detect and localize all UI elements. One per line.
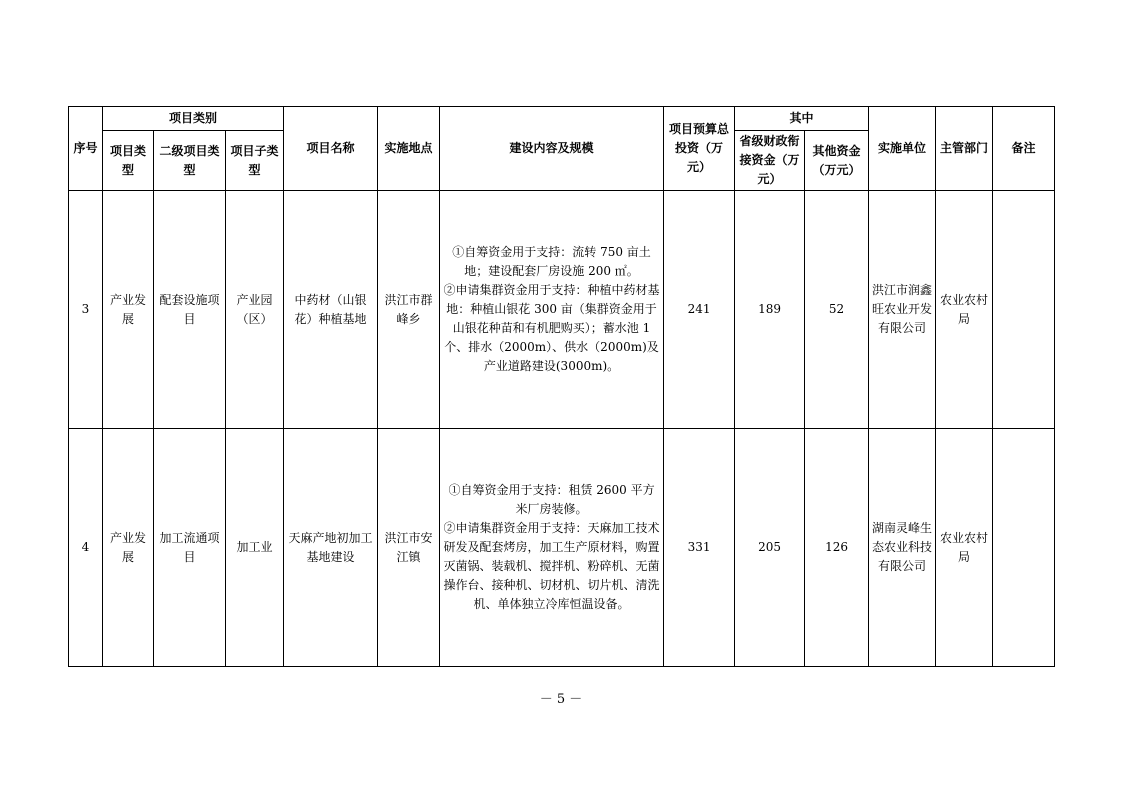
page-number: － 5 －	[539, 692, 583, 707]
cell-name: 中药材（山银花）种植基地	[284, 191, 378, 429]
cell-seq: 4	[69, 429, 103, 667]
table-row	[69, 429, 1055, 667]
header-category: 项目类别	[103, 107, 284, 131]
cell-dept: 农业农村局	[936, 429, 993, 667]
content-line: ②申请集群资金用于支持：种植中药材基地：种植山银花 300 亩（集群资金用于山银花种苗和有机肥购买）；蓄水池 1 个、排水（2000m）、供水（2000m)及产业道路建设(3000m)。	[443, 283, 660, 373]
cell-budget: 331	[664, 429, 735, 667]
cell-unit: 湖南灵峰生态农业科技有限公司	[869, 429, 936, 667]
header-other: 其他资金（万元）	[805, 131, 869, 191]
header-name: 项目名称	[284, 107, 378, 191]
header-subtype: 项目子类型	[226, 131, 284, 191]
header-budget: 项目预算总投资（万元）	[664, 107, 735, 191]
cell-remark	[993, 191, 1055, 429]
cell-provincial: 205	[735, 429, 805, 667]
cell-name: 天麻产地初加工基地建设	[284, 429, 378, 667]
cell-content	[440, 191, 664, 429]
cell-level2: 加工流通项目	[154, 429, 226, 667]
header-content: 建设内容及规模	[440, 107, 664, 191]
cell-type: 产业发展	[103, 429, 154, 667]
cell-subtype: 产业园（区）	[226, 191, 284, 429]
cell-content	[440, 429, 664, 667]
header-type: 项目类型	[103, 131, 154, 191]
cell-other: 126	[805, 429, 869, 667]
project-table	[68, 106, 1055, 667]
header-of-which: 其中	[735, 107, 869, 131]
cell-other: 52	[805, 191, 869, 429]
cell-level2: 配套设施项目	[154, 191, 226, 429]
content-line: ①自筹资金用于支持：租赁 2600 平方米厂房装修。	[448, 483, 655, 516]
cell-budget: 241	[664, 191, 735, 429]
table-row	[69, 191, 1055, 429]
cell-remark	[993, 429, 1055, 667]
cell-seq: 3	[69, 191, 103, 429]
cell-dept: 农业农村局	[936, 191, 993, 429]
header-remark: 备注	[993, 107, 1055, 191]
content-line: ①自筹资金用于支持：流转 750 亩土地；建设配套厂房设施 200 ㎡。	[452, 245, 651, 278]
cell-provincial: 189	[735, 191, 805, 429]
header-location: 实施地点	[378, 107, 440, 191]
header-provincial: 省级财政衔接资金（万元）	[735, 131, 805, 191]
header-dept: 主管部门	[936, 107, 993, 191]
cell-location: 洪江市群峰乡	[378, 191, 440, 429]
content-line: ②申请集群资金用于支持：天麻加工技术研发及配套烤房，加工生产原材料，购置灭菌锅、装载机、搅拌机、粉碎机、无菌操作台、接种机、切材机、切片机、清洗机、单体独立冷库恒温设备。	[443, 521, 660, 611]
cell-type: 产业发展	[103, 191, 154, 429]
header-seq: 序号	[69, 107, 103, 191]
cell-location: 洪江市安江镇	[378, 429, 440, 667]
cell-unit: 洪江市润鑫旺农业开发有限公司	[869, 191, 936, 429]
header-level2: 二级项目类型	[154, 131, 226, 191]
header-unit: 实施单位	[869, 107, 936, 191]
cell-subtype: 加工业	[226, 429, 284, 667]
